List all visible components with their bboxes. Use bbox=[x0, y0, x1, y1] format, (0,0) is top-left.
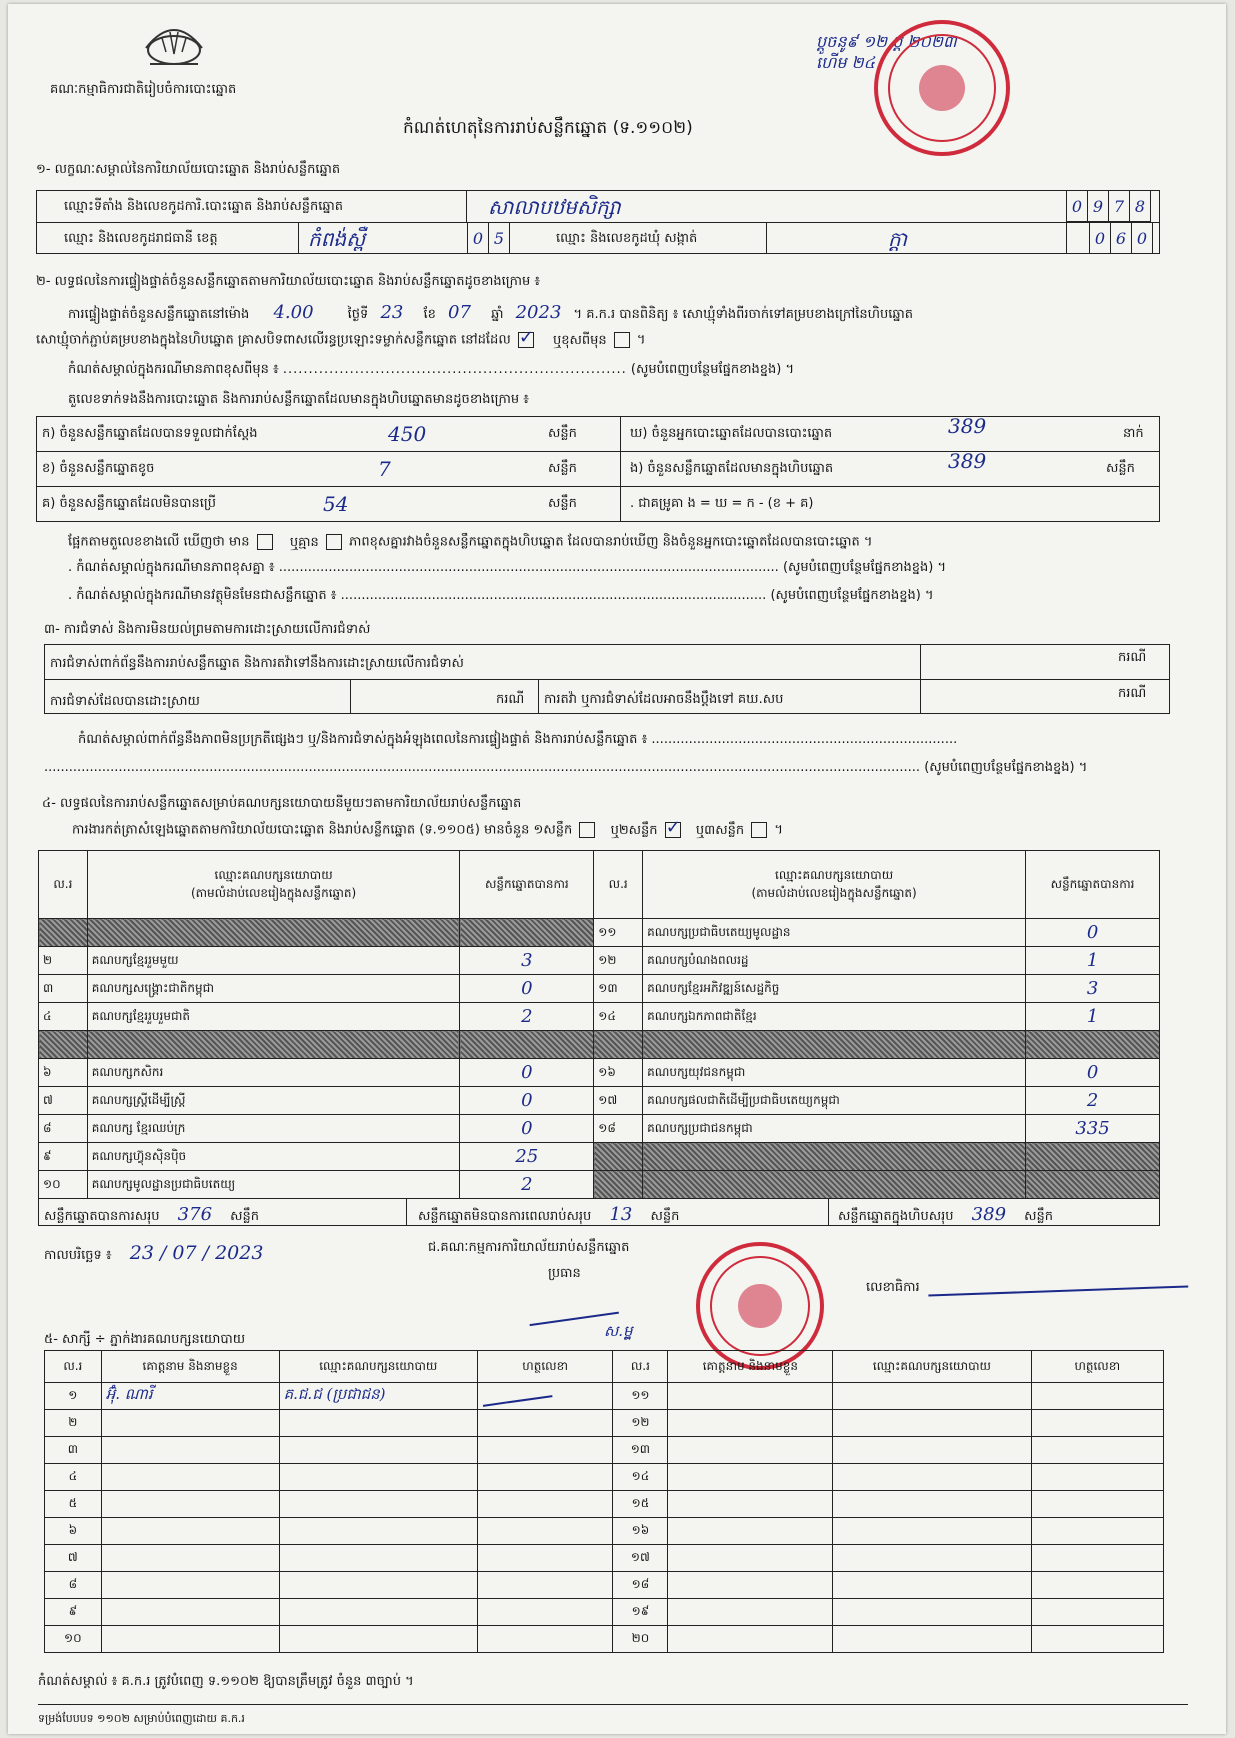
figure-d-label: ឃ) ចំនួនអ្នកបោះឆ្នោតដែលបានបោះឆ្នោត bbox=[630, 426, 833, 441]
section4-heading: ៤- លទ្ធផលនៃការរាប់សន្លឹកឆ្នោតសម្រាប់គណបក្សនយោបាយនីមួយៗតាមការិយាល័យរាប់សន្លឹកឆ្នោត bbox=[42, 796, 522, 811]
table-row: ១០ ២០ bbox=[45, 1626, 1164, 1653]
verify-day: 23 bbox=[380, 302, 404, 323]
member-label: ស.ម្ព្ធ bbox=[604, 1322, 633, 1340]
party-results-body bbox=[39, 919, 1160, 1199]
witness-signature bbox=[481, 1385, 552, 1407]
section3-heading: ៣- ការជំទាស់ និងការមិនយល់ព្រមតាមការដោះស្រាយលើការជំទាស់ bbox=[44, 622, 371, 637]
table-row: ៩ ១៩ bbox=[45, 1599, 1164, 1626]
note-mismatch-line: . កំណត់សម្គាល់ក្នុងករណីមានភាពខុសគ្នា ៖ ......................................................................................................................... (សូមបំពេញបន្ថែមផ្នែកខាងខ្នង) ។ bbox=[68, 560, 947, 575]
table-row: ២ ១២ bbox=[45, 1410, 1164, 1437]
office-value: សាលាបឋមសិក្សា bbox=[488, 195, 621, 219]
seal-check-line: សោឃ្មុំចាក់ភ្ជាប់គម្របខាងក្នុងនៃហិបឆ្នោត គ្រាសបិទពាសលើរន្ធប្រឡោះទម្លាក់សន្លឹកឆ្នោត នៅដដែល ✓ ឬខុសពីមុន ។ bbox=[36, 332, 645, 348]
irregularity-note-line2: .................................................................................................................................................................................................................... (សូមបំពេញបន្ថែមផ្នែកខាងខ្នង) ។ bbox=[44, 760, 1088, 775]
same-checkbox[interactable] bbox=[518, 332, 534, 348]
table-row: ៨ ១៨ bbox=[45, 1572, 1164, 1599]
compare-line: ផ្អែកតាមតួលេខខាងលើ ឃើញថា មាន ឬគ្មាន ភាពខុសគ្នារវាងចំនួនសន្លឹកឆ្នោតក្នុងហិបឆ្នោត ដែលបានរាប់ឃើញ និងចំនួនអ្នកបោះឆ្នោតដែលបានបោះឆ្នោត ។ bbox=[68, 534, 873, 550]
office-code-digit: 0 bbox=[1067, 191, 1088, 222]
secretary-signature bbox=[928, 1267, 1189, 1296]
official-seal-stamp bbox=[874, 20, 1010, 156]
witness-party: គ.ជ.ជ (ប្រជាជន) bbox=[279, 1383, 477, 1410]
committee-signature-label: ជ.គណៈកម្មការការិយាល័យរាប់សន្លឹកឆ្នោត bbox=[428, 1240, 630, 1255]
table-row: ៥ ១៥ bbox=[45, 1491, 1164, 1518]
secretary-label: លេខាធិការ bbox=[866, 1280, 920, 1295]
section1-heading: ១- លក្ខណៈសម្គាល់នៃការិយាល័យបោះឆ្នោត និងរាប់សន្លឹកឆ្នោត bbox=[36, 162, 341, 177]
commune-label: ឈ្មោះ និងលេខកូដឃុំ សង្កាត់ bbox=[556, 231, 698, 246]
col-party-right: ឈ្មោះគណបក្សនយោបាយ (តាមលំដាប់លេខរៀងក្នុងសន្លឹកឆ្នោត) bbox=[643, 851, 1026, 919]
total-invalid: សន្លឹកឆ្នោតមិនបានការពេលរាប់សរុប 13 សន្លឹក bbox=[418, 1204, 680, 1225]
report-date: 23 / 07 / 2023 bbox=[129, 1242, 264, 1264]
table-row: ៣ គណបក្សសង្គ្រោះជាតិកម្ពុជា 0 ១៣ គណបក្សខ្មែរអភិវឌ្ឍន៍សេដ្ឋកិច្ច 3 bbox=[39, 975, 1160, 1003]
province-label: ឈ្មោះ និងលេខកូដរាជធានី ខេត្ត bbox=[64, 231, 218, 246]
witness-name: អ៊ុំ. ណារី bbox=[101, 1383, 279, 1410]
table-row: ១ អ៊ុំ. ណារី គ.ជ.ជ (ប្រជាជន) ១១ bbox=[45, 1383, 1164, 1410]
table-row: ៩ គណបក្សហ៊្វុនស៊ិនប៉ិច 25 bbox=[39, 1143, 1160, 1171]
figure-e-value: 389 bbox=[948, 449, 987, 473]
total-valid: សន្លឹកឆ្នោតបានការសរុប 376 សន្លឹក bbox=[44, 1204, 260, 1225]
commune-code: 0 6 0 bbox=[1089, 222, 1153, 254]
commune-value: ក្ដា bbox=[888, 227, 908, 251]
table-row: ៣ ១៣ bbox=[45, 1437, 1164, 1464]
total-in-box: សន្លឹកឆ្នោតក្នុងហិបសរុប 389 សន្លឹក bbox=[838, 1204, 1054, 1225]
figure-formula: . ជាគម្រូគា ង = ឃ = ក - (ខ + គ) bbox=[630, 496, 814, 511]
witness-table: ល.រ គោត្តនាម និងនាមខ្លួន ឈ្មោះគណបក្សនយោបាយ ហត្ថលេខា ល.រ គោត្តនាម និងនាមខ្លួន ឈ្មោះគណបក្សនយោបាយ ហត្ថលេខា ១ អ៊ុំ. ណារី គ.ជ.ជ (ប្រជាជន) ១១ ២ ១២ ៣ ១៣ ៤ ១៤ ៥ ១៥ ៦ ១៦ ៧ ១៧ ៨ ១៨ ៩ ១៩ ១០ ២០ bbox=[44, 1350, 1164, 1653]
irregularity-note: កំណត់សម្គាល់ពាក់ព័ន្ធនឹងភាពមិនប្រក្រតីផ្សេងៗ ឬ/និងការជំទាស់ក្នុងអំឡុងពេលនៃការផ្ទៀងផ្ទាត់ និងការរាប់សន្លឹកឆ្នោត ៖ .......................................................................... bbox=[78, 732, 958, 747]
col-no-right: ល.រ bbox=[594, 851, 643, 919]
table-row bbox=[39, 1031, 1160, 1059]
table-row: ១១ គណបក្សប្រជាធិបតេយ្យមូលដ្ឋាន 0 bbox=[39, 919, 1160, 947]
figure-b-label: ខ) ចំនួនសន្លឹកឆ្នោតខូច bbox=[42, 461, 155, 476]
table-row: ៦ គណបក្សកសិករ 0 ១៦ គណបក្សយុវជនកម្ពុជា 0 bbox=[39, 1059, 1160, 1087]
province-value: កំពង់ស្ពឺ bbox=[308, 227, 366, 251]
col-votes-right: សន្លឹកឆ្នោតបានការ bbox=[1026, 851, 1160, 919]
difference-no-checkbox[interactable] bbox=[326, 534, 342, 550]
figure-a-label: ក) ចំនួនសន្លឹកឆ្នោតដែលបានទទួលជាក់ស្ដែង bbox=[42, 426, 258, 441]
section5-heading: ៥- សាក្សី ÷ ភ្នាក់ងារគណបក្សនយោបាយ bbox=[44, 1332, 246, 1347]
figures-intro: តួលេខទាក់ទងនឹងការបោះឆ្នោត និងការរាប់សន្លឹកឆ្នោតដែលមានក្នុងហិបឆ្នោតមានដូចខាងក្រោម ៖ bbox=[68, 392, 529, 407]
note-foreign-object-line: . កំណត់សម្គាល់ក្នុងករណីមានវត្ថុមិនមែនជាសន្លឹកឆ្នោត ៖ ....................................................................................................... (សូមបំពេញបន្ថែមផ្នែកខាងខ្នង) ។ bbox=[68, 588, 934, 603]
three-sheet-checkbox[interactable] bbox=[751, 822, 767, 838]
difference-yes-checkbox[interactable] bbox=[257, 534, 273, 550]
figure-a-value: 450 bbox=[388, 422, 427, 446]
office-code-digit: 8 bbox=[1130, 191, 1151, 222]
verify-year: 2023 bbox=[515, 302, 562, 323]
page-title: កំណត់ហេតុនៃការរាប់សន្លឹកឆ្នោត (ទ.១១០២) bbox=[403, 118, 693, 138]
footer-note: កំណត់សម្គាល់ ៖ គ.ក.រ ត្រូវបំពេញ ទ.១១០២ ឱ្យបានត្រឹមត្រូវ ចំនួន ៣ច្បាប់ ។ bbox=[38, 1674, 414, 1689]
figure-e-label: ង) ចំនួនសន្លឹកឆ្នោតដែលមានក្នុងហិបឆ្នោត bbox=[630, 461, 834, 476]
complaint-row1-label: ការជំទាស់ពាក់ព័ន្ធនឹងការរាប់សន្លឹកឆ្នោត និងការតវ៉ាទៅនឹងការដោះស្រាយលើការជំទាស់ bbox=[50, 656, 464, 671]
office-code bbox=[1066, 190, 1151, 222]
complaint-appeal-label: ការតវ៉ា ឬការជំទាស់ដែលអាចនឹងប្ដឹងទៅ គឃ.សប bbox=[544, 692, 784, 707]
date-line: កាលបរិច្ឆេទ ៖ 23 / 07 / 2023 bbox=[44, 1242, 264, 1264]
verify-line: ការផ្ទៀងផ្ទាត់ចំនួនសន្លឹកឆ្នោតនៅម៉ោង 4.00 ថ្ងៃទី 23 ខែ 07 ឆ្នាំ 2023 ។ គ.ក.រ បានពិនិត្យ ៖ សោឃ្មុំទាំងពីរចាក់ទៅគម្របខាងក្រៅនៃហិបឆ្នោត bbox=[68, 302, 914, 323]
section2-heading: ២- លទ្ធផលនៃការផ្ទៀងផ្ទាត់ចំនួនសន្លឹកឆ្នោតតាមការិយាល័យបោះឆ្នោត និងរាប់សន្លឹកឆ្នោតដូចខាងក្រោម ៖ bbox=[36, 274, 541, 289]
ballot-count-report-page: គណៈកម្មាធិការជាតិរៀបចំការបោះឆ្នោត កំណត់ហេតុនៃការរាប់សន្លឹកឆ្នោត (ទ.១១០២) ប្ដូចនូ៩ ១២ ប្ដ ២០២៣ ហើម ២៤ ១- លក្ខណៈសម្គាល់នៃការិយាល័យបោះឆ្នោត និងរាប់សន្លឹកឆ្នោត ឈ្មោះទីតាំង និងលេខកូដការិ.បោះឆ្នោត និងរាប់សន្លឹកឆ្នោត សាលាបឋមសិក្សា 0 9 7 8 ឈ្មោះ និងលេខកូដរាជធានី ខេត្ត កំពង់ស្ពឺ 0 5 ឈ្មោះ និងលេខកូដឃុំ សង្កាត់ ក្ដា 0 6 0 ២- លទ្ធផលនៃការផ្ទៀងផ្ទាត់ចំនួនសន្លឹកឆ្នោតតាមការិយាល័យបោះឆ្នោត និងរាប់សន្លឹកឆ្នោតដូចខាងក្រោម ៖ ការផ្ទៀងផ្ទាត់ចំនួនសន្លឹកឆ្នោតនៅម៉ោង 4.00 ថ្ងៃទី 23 ខែ 07 ឆ្នាំ 2023 ។ គ.ក.រ បានពិនិត្យ ៖ សោឃ្មុំទាំងពីរចាក់ទៅគម្របខាងក្រៅនៃហិបឆ្នោត សោឃ្មុំចាក់ភ្ជាប់គម្របខាងក្នុងនៃហិបឆ្នោត គ្រាសបិទពាសលើរន្ធប្រឡោះទម្លាក់សន្លឹកឆ្នោត នៅដដែល ✓ ឬខុសពីមុន ។ កំណត់សម្គាល់ក្នុងករណីមានភាពខុសពីមុន ៖ ................................................................... (សូមបំពេញបន្ថែមផ្នែកខាងខ្នង) ។ តួលេខទាក់ទងនឹងការបោះឆ្នោត និងការរាប់សន្លឹកឆ្នោតដែលមានក្នុងហិបឆ្នោតមានដូចខាងក្រោម ៖ ក) ចំនួនសន្លឹកឆ្នោតដែលបានទទួលជាក់ស្ដែង 450 សន្លឹក ខ) ចំនួនសន្លឹកឆ្នោតខូច 7 សន្លឹក គ) ចំនួនសន្លឹកឆ្នោតដែលមិនបានប្រើ 54 សន្លឹក ឃ) ចំនួនអ្នកបោះឆ្នោតដែលបានបោះឆ្នោត 389 នាក់ ង) ចំនួនសន្លឹកឆ្នោតដែលមានក្នុងហិបឆ្នោត 389 សន្លឹក . ជាគម្រូគា ង = ឃ = ក - (ខ + គ) ផ្អែកតាមតួលេខខាងលើ ឃើញថា មាន ឬគ្មាន ភាពខុសគ្នារវាងចំនួនសន្លឹកឆ្នោតក្នុងហិបឆ្នោត ដែលបានរាប់ឃើញ និងចំនួនអ្នកបោះឆ្នោតដែលបានបោះឆ្នោត ។ . កំណត់សម្គាល់ក្នុងករណីមានភាពខុសគ្នា ៖ ......................................................................................................................... (សូមបំពេញបន្ថែមផ្នែកខាងខ្នង) ។ . កំណត់សម្គាល់ក្នុងករណីមានវត្ថុមិនមែនជាសន្លឹកឆ្នោត ៖ ....................................................................................................... (សូមបំពេញបន្ថែមផ្នែកខាងខ្នង) ។ ៣- ការជំទាស់ និងការមិនយល់ព្រមតាមការដោះស្រាយលើការជំទាស់ ការជំទាស់ពាក់ព័ន្ធនឹងការរាប់សន្លឹកឆ្នោត និងការតវ៉ាទៅនឹងការដោះស្រាយលើការជំទាស់ ករណី ការជំទាស់ដែលបានដោះស្រាយ ករណី ការតវ៉ា ឬការជំទាស់ដែលអាចនឹងប្ដឹងទៅ គឃ.សប ករណី កំណត់សម្គាល់ពាក់ព័ន្ធនឹងភាពមិនប្រក្រតីផ្សេងៗ ឬ/និងការជំទាស់ក្នុងអំឡុងពេលនៃការផ្ទៀងផ្ទាត់ និងការរាប់សន្លឹកឆ្នោត ៖ .......................................................................... .................................................................................................................................................................................................................... (សូមបំពេញបន្ថែមផ្នែកខាងខ្នង) ។ ៤- លទ្ធផលនៃការរាប់សន្លឹកឆ្នោតសម្រាប់គណបក្សនយោបាយនីមួយៗតាមការិយាល័យរាប់សន្លឹកឆ្នោត ការងារកត់ត្រាសំឡេងឆ្នោតតាមការិយាល័យបោះឆ្នោត និងរាប់សន្លឹកឆ្នោត (ទ.១១០៥) មានចំនួន ១សន្លឹក ឬ២សន្លឹក ✓ ឬ៣សន្លឹក ។ ល.រ ឈ្មោះគណបក្សនយោបាយ (តាមលំដាប់លេខរៀងក្នុងសន្លឹកឆ្នោត) សន្លឹកឆ្នោតបានការ ល.រ ឈ្មោះគណបក្សនយោបាយ (តាមលំដាប់លេខរៀងក្នុងសន្លឹកឆ្នោត) សន្លឹកឆ្នោតបានការ ១១ គណបក្សប្រជាធិបតេយ្យមូលដ្ឋាន 0 ២ គណបក្សខ្មែររួមមួយ 3 ១២ គណបក្សបំណងពលរដ្ឋ 1 ៣ គណបក្សសង្គ្រោះជាតិកម្ពុជា 0 ១៣ គណបក្សខ្មែរអភិវឌ្ឍន៍សេដ្ឋកិច្ច 3 ៤ គណបក្សខ្មែររួបរួមជាតិ 2 ១៤ គណបក្សឯកភាពជាតិខ្មែរ 1 ៦ គណបក្សកសិករ 0 ១៦ គណបក្សយុវជនកម្ពុជា 0 ៧ គណបក្សស្ត្រីដើម្បីស្ត្រី 0 ១៧ គណបក្សផលជាតិដើម្បីប្រជាធិបតេយ្យកម្ពុជា 2 ៨ គណបក្ស ខ្មែរឈប់ក្រ 0 ១៨ គណបក្សប្រជាជនកម្ពុជា 335 ៩ គណបក្សហ៊្វុនស៊ិនប៉ិច 25 ១០ គណបក្សមូលដ្ឋានប្រជាធិបតេយ្យ 2 សន្លឹកឆ្នោតបានការសរុប 376 សន្លឹក សន្លឹកឆ្នោតមិនបានការពេលរាប់សរុប 13 សន្លឹក សន្លឹកឆ្នោតក្នុងហិបសរុប 389 សន្លឹក កាលបរិច្ឆេទ ៖ 23 / 07 / 2023 ជ.គណៈកម្មការការិយាល័យរាប់សន្លឹកឆ្នោត ប្រធាន ស.ម្ព្ធ លេខាធិការ ៥- សាក្សី ÷ ភ្នាក់ងារគណបក្សនយោបាយ ល.រ គោត្តនាម និងនាមខ្លួន ឈ្មោះគណបក្សនយោបាយ ហត្ថលេខា ល.រ គោត្តនាម និងនាមខ្លួន ឈ្មោះគណបក្សនយោបាយ ហត្ថលេខា ១ អ៊ុំ. ណារី គ.ជ.ជ (ប្រជាជន) ១១ ២ ១២ ៣ ១៣ ៤ ១៤ ៥ ១៥ ៦ ១៦ ៧ ១៧ ៨ ១៨ ៩ ១៩ ១០ ២០ កំណត់សម្គាល់ ៖ គ.ក.រ ត្រូវបំពេញ ទ.១១០២ ឱ្យបានត្រឹមត្រូវ ចំនួន ៣ច្បាប់ ។ ទម្រង់បែបបទ ១១០២ សម្រាប់បំពេញដោយ គ.ក.រ bbox=[8, 4, 1226, 1734]
table-row: ១០ គណបក្សមូលដ្ឋានប្រជាធិបតេយ្យ 2 bbox=[39, 1171, 1160, 1199]
table-row: ៦ ១៦ bbox=[45, 1518, 1164, 1545]
note-difference-line: កំណត់សម្គាល់ក្នុងករណីមានភាពខុសពីមុន ៖ ................................................................... (សូមបំពេញបន្ថែមផ្នែកខាងខ្នង) ។ bbox=[68, 362, 795, 377]
form-code: ទម្រង់បែបបទ ១១០២ សម្រាប់បំពេញដោយ គ.ក.រ bbox=[38, 1712, 245, 1725]
table-row: ៨ គណបក្ស ខ្មែរឈប់ក្រ 0 ១៨ គណបក្សប្រជាជនកម្ពុជា 335 bbox=[39, 1115, 1160, 1143]
col-votes-left: សន្លឹកឆ្នោតបានការ bbox=[460, 851, 594, 919]
handwritten-receipt-note: ប្ដូចនូ៩ ១២ ប្ដ ២០២៣ ហើម ២៤ bbox=[816, 32, 957, 72]
table-row: ៤ ១៤ bbox=[45, 1464, 1164, 1491]
office-label: ឈ្មោះទីតាំង និងលេខកូដការិ.បោះឆ្នោត និងរាប់សន្លឹកឆ្នោត bbox=[64, 199, 343, 214]
office-code-digit: 9 bbox=[1088, 191, 1109, 222]
figure-c-value: 54 bbox=[323, 492, 349, 516]
different-checkbox[interactable] bbox=[614, 332, 630, 348]
one-sheet-checkbox[interactable] bbox=[579, 822, 595, 838]
national-emblem-icon bbox=[140, 18, 208, 70]
party-results-table bbox=[38, 850, 1160, 1199]
verify-month: 07 bbox=[448, 302, 471, 323]
table-row: ៧ គណបក្សស្ត្រីដើម្បីស្ត្រី 0 ១៧ គណបក្សផលជាតិដើម្បីប្រជាធិបតេយ្យកម្ពុជា 2 bbox=[39, 1087, 1160, 1115]
province-code: 0 5 bbox=[467, 222, 510, 254]
sheets-count-line: ការងារកត់ត្រាសំឡេងឆ្នោតតាមការិយាល័យបោះឆ្នោត និងរាប់សន្លឹកឆ្នោត (ទ.១១០៥) មានចំនួន ១សន្លឹក ឬ២សន្លឹក ✓ ឬ៣សន្លឹក ។ bbox=[72, 822, 783, 838]
table-row: ២ គណបក្សខ្មែររួមមួយ 3 ១២ គណបក្សបំណងពលរដ្ឋ 1 bbox=[39, 947, 1160, 975]
table-row: ៧ ១៧ bbox=[45, 1545, 1164, 1572]
verify-time: 4.00 bbox=[273, 302, 314, 323]
col-party-left: ឈ្មោះគណបក្សនយោបាយ (តាមលំដាប់លេខរៀងក្នុងសន្លឹកឆ្នោត) bbox=[87, 851, 460, 919]
chair-label: ប្រធាន bbox=[548, 1266, 581, 1281]
figure-d-value: 389 bbox=[948, 414, 987, 438]
figure-b-value: 7 bbox=[378, 457, 391, 481]
figure-c-label: គ) ចំនួនសន្លឹកឆ្នោតដែលមិនបានប្រើ bbox=[42, 496, 216, 511]
col-no-left: ល.រ bbox=[39, 851, 88, 919]
table-row: ៤ គណបក្សខ្មែររួបរួមជាតិ 2 ១៤ គណបក្សឯកភាពជាតិខ្មែរ 1 bbox=[39, 1003, 1160, 1031]
office-code-digit: 7 bbox=[1109, 191, 1130, 222]
committee-name: គណៈកម្មាធិការជាតិរៀបចំការបោះឆ្នោត bbox=[50, 82, 237, 97]
two-sheet-checkbox[interactable] bbox=[665, 822, 681, 838]
complaint-resolved-label: ការជំទាស់ដែលបានដោះស្រាយ bbox=[50, 694, 200, 709]
